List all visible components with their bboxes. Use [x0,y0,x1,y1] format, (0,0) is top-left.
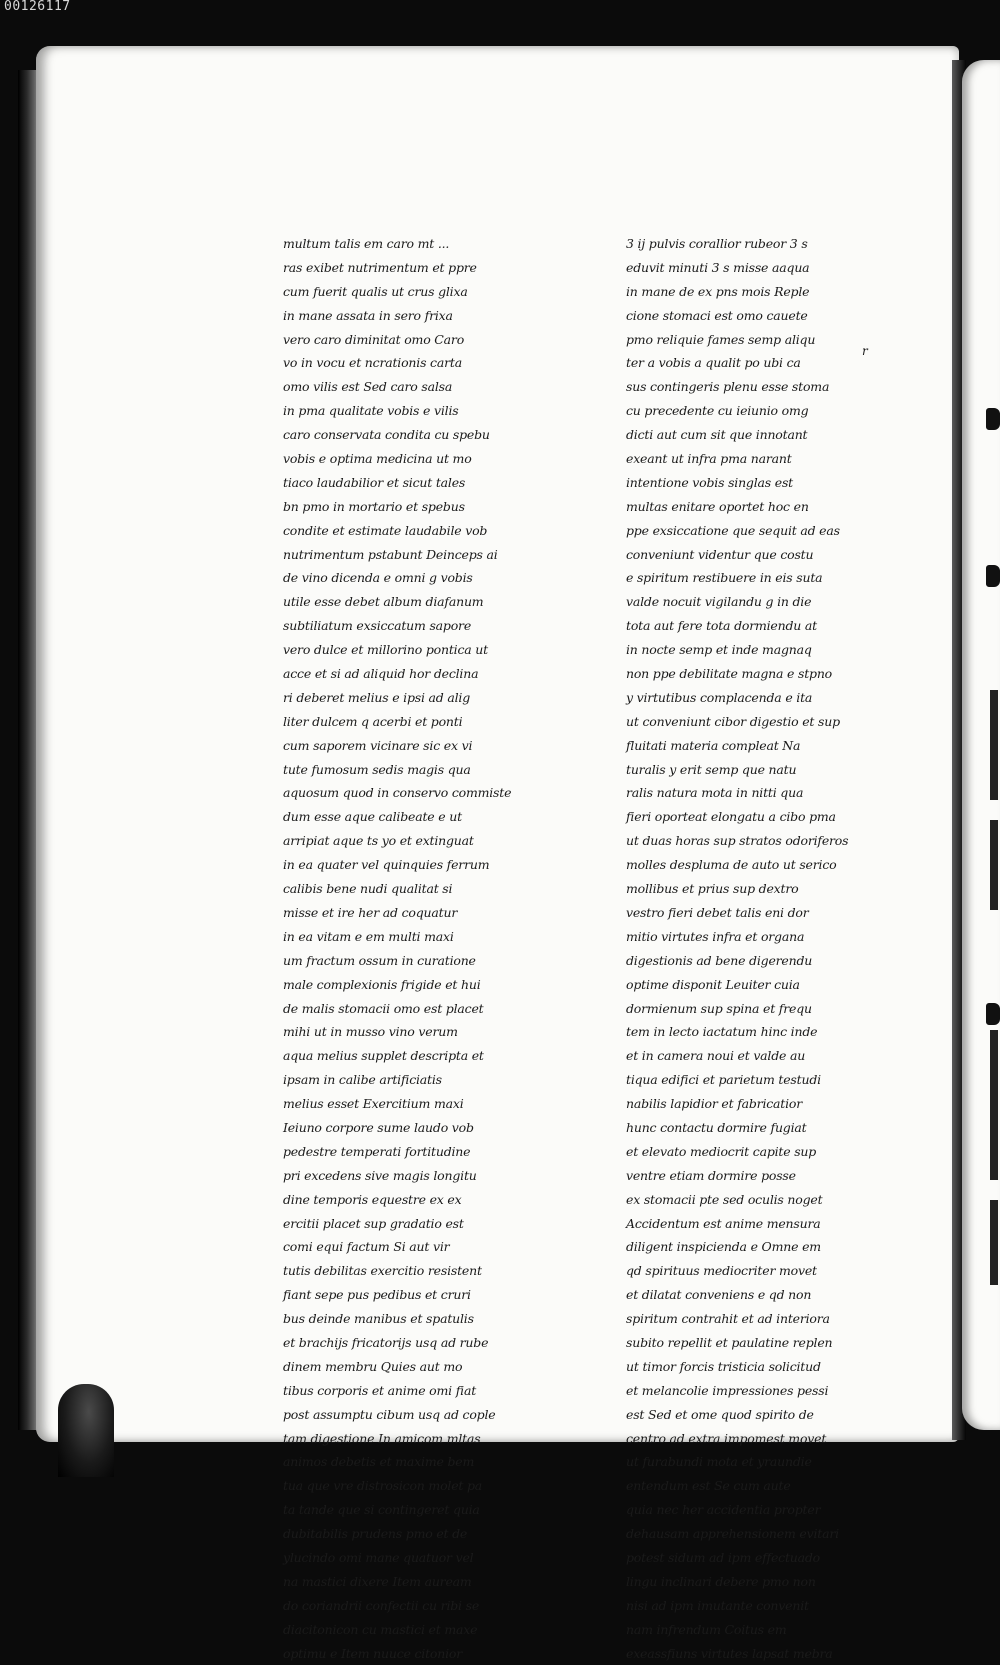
manuscript-line: intentione vobis singlas est [626,474,794,490]
manuscript-line: in ea quater vel quinquies ferrum [283,857,490,873]
manuscript-line: et melancolie impressiones pessi [626,1382,829,1398]
rubric-mark [986,1003,1000,1025]
manuscript-line: tam digestione In amicom mltas [283,1430,481,1446]
manuscript-line: lingu inclinari debere pmo non [626,1573,816,1589]
manuscript-line: dine temporis equestre ex ex [283,1191,462,1207]
next-page-text-fragment [990,1030,998,1180]
manuscript-line: centro ad extra impomest movet [626,1430,827,1446]
manuscript-line: comi equi factum Si aut vir [283,1239,450,1255]
manuscript-line: hunc contactu dormire fugiat [626,1119,807,1135]
manuscript-line: tibus corporis et anime omi fiat [283,1382,477,1398]
next-page-text-fragment [990,1200,998,1285]
manuscript-line: fluitati materia compleat Na [626,737,801,753]
manuscript-line: tute fumosum sedis magis qua [283,761,471,777]
manuscript-line: in pma qualitate vobis e vilis [283,403,459,419]
manuscript-line: et brachijs fricatorijs usq ad rube [283,1334,489,1350]
manuscript-line: cione stomaci est omo cauete [626,307,808,323]
manuscript-line: est Sed et ome quod spirito de [626,1406,814,1422]
manuscript-line: tua que vre distrosicon molet pa [283,1478,483,1494]
manuscript-line: ylucindo omi mane quatuor vel [283,1549,474,1565]
manuscript-line: nisi ad ipm imutante convenit [626,1597,809,1613]
manuscript-line: animos debetis et maxime bem [283,1454,475,1470]
manuscript-line: na mastici dixere Item auream [283,1573,472,1589]
manuscript-line: ut conveniunt cibor digestio et sup [626,713,840,729]
manuscript-line: utile esse debet album diafanum [283,594,484,610]
manuscript-line: ri deberet melius e ipsi ad alig [283,689,471,705]
manuscript-line: entendum est Se cum aute [626,1478,791,1494]
manuscript-line: bus deinde manibus et spatulis [283,1311,474,1327]
manuscript-line: dicti aut cum sit que innotant [626,427,808,443]
manuscript-line: conveniunt videntur que costu [626,546,814,562]
manuscript-line: qd spirituus mediocriter movet [626,1263,817,1279]
text-column-right [626,232,881,1661]
manuscript-line: ventre etiam dormire posse [626,1167,796,1183]
manuscript-line: vestro fieri debet talis eni dor [626,904,809,920]
manuscript-line: multas enitare oportet hoc en [626,498,809,514]
manuscript-line: in mane assata in sero frixa [283,307,453,323]
manuscript-line: melius esset Exercitium maxi [283,1096,464,1112]
manuscript-line: sus contingeris plenu esse stoma [626,379,830,395]
manuscript-line: in mane de ex pns mois Reple [626,283,810,299]
manuscript-line: in nocte semp et inde magnaq [626,642,812,658]
manuscript-line: nutrimentum pstabunt Deinceps ai [283,546,498,562]
manuscript-line: subtiliatum exsiccatum sapore [283,618,472,634]
manuscript-line: Accidentum est anime mensura [626,1215,821,1231]
manuscript-line: omo vilis est Sed caro salsa [283,379,453,395]
manuscript-line: tiaco laudabilior et sicut tales [283,474,466,490]
manuscript-line: ut timor forcis tristicia solicitud [626,1358,821,1374]
manuscript-line: in ea vitam e em multi maxi [283,928,454,944]
manuscript-line: et dilatat conveniens e qd non [626,1287,812,1303]
manuscript-line: do coriandrii confectii cu ribi se [283,1597,480,1613]
manuscript-line: dormienum sup spina et frequ [626,1000,812,1016]
manuscript-line: caro conservata condita cu spebu [283,427,490,443]
manuscript-line: tem in lecto iactatum hinc inde [626,1024,818,1040]
manuscript-line: exeassfiuns virtutes lapsat mebra [626,1645,833,1661]
manuscript-line: diacitonicon cu mastici et maxe [283,1621,478,1637]
manuscript-line: multum talis em caro mt ... [283,236,450,251]
manuscript-line: post assumptu cibum usq ad cople [283,1406,496,1422]
manuscript-line: e spiritum restibuere in eis suta [626,570,823,586]
manuscript-line: misse et ire her ad coquatur [283,904,458,920]
manuscript-line: ter a vobis a qualit po ubi ca [626,355,801,371]
text-column-left [283,232,538,1661]
manuscript-line: y virtutibus complacenda e ita [626,689,813,705]
manuscript-line: dinem membru Quies aut mo [283,1358,463,1374]
manuscript-line: tota aut fere tota dormiendu at [626,618,817,634]
manuscript-line: vero dulce et millorino pontica ut [283,642,488,658]
manuscript-line: ipsam in calibe artificiatis [283,1072,442,1088]
manuscript-line: bn pmo in mortario et spebus [283,498,465,514]
manuscript-line: liter dulcem q acerbi et ponti [283,713,463,729]
manuscript-line: nam infrendum Coitus em [626,1621,787,1637]
manuscript-line: et elevato mediocrit capite sup [626,1143,817,1159]
manuscript-line: male complexionis frigide et hui [283,976,481,992]
manuscript-line: exeant ut infra pma narant [626,451,792,467]
manuscript-line: 3 ij pulvis corallior rubeor 3 s [626,236,808,251]
scan-id-label: 00126117 [4,0,71,14]
manuscript-line: pmo reliquie fames semp aliqu [626,331,816,347]
manuscript-line: nabilis lapidior et fabricatior [626,1096,803,1112]
manuscript-line: condite et estimate laudabile vob [283,522,488,538]
next-page-text-fragment [990,690,998,800]
manuscript-line: tutis debilitas exercitio resistent [283,1263,482,1279]
manuscript-line: diligent inspicienda e Omne em [626,1239,821,1255]
thumb-silhouette [58,1384,114,1477]
manuscript-line: dubitabilis prudens pmo et de [283,1526,468,1542]
manuscript-line: tiqua edifici et parietum testudi [626,1072,821,1088]
manuscript-line: non ppe debilitate magna e stpno [626,666,833,682]
manuscript-line: ta tande que si contingeret quia [283,1502,480,1518]
manuscript-line: mitio virtutes infra et organa [626,928,805,944]
manuscript-line: fieri oporteat elongatu a cibo pma [626,809,836,825]
manuscript-line: eduvit minuti 3 s misse aaqua [626,259,810,275]
manuscript-line: ralis natura mota in nitti qua [626,785,804,801]
manuscript-line: pedestre temperati fortitudine [283,1143,471,1159]
manuscript-line: arripiat aque ts yo et extinguat [283,833,474,849]
next-page-text-fragment [990,820,998,910]
manuscript-line: cum fuerit qualis ut crus glixa [283,283,468,299]
manuscript-line: cum saporem vicinare sic ex vi [283,737,473,753]
manuscript-line: subito repellit et paulatine replen [626,1334,833,1350]
manuscript-line: optimu e Item nuuce citonior [283,1645,463,1661]
manuscript-line: de vino dicenda e omni g vobis [283,570,473,586]
manuscript-line: valde nocuit vigilandu g in die [626,594,812,610]
manuscript-line: dehausam apprehensionem evitari [626,1526,839,1542]
manuscript-line: aquosum quod in conservo commiste [283,785,512,801]
manuscript-line: ercitii placet sup gradatio est [283,1215,464,1231]
manuscript-line: vo in vocu et ncrationis carta [283,355,462,371]
manuscript-line: vobis e optima medicina ut mo [283,451,472,467]
manuscript-line: ut duas horas sup stratos odoriferos [626,833,849,849]
manuscript-line: potest sidum ad ipm effectuado [626,1549,821,1565]
manuscript-line: ras exibet nutrimentum et ppre [283,259,477,275]
manuscript-line: et in camera noui et valde au [626,1048,806,1064]
rubric-mark [986,408,1000,430]
manuscript-line: aqua melius supplet descripta et [283,1048,484,1064]
manuscript-line: de malis stomacii omo est placet [283,1000,484,1016]
manuscript-line: turalis y erit semp que natu [626,761,797,777]
manuscript-line: vero caro diminitat omo Caro [283,331,465,347]
manuscript-line: mollibus et prius sup dextro [626,881,799,897]
manuscript-line: quia nec her accidentia propter [626,1502,821,1518]
manuscript-line: calibis bene nudi qualitat si [283,881,453,897]
manuscript-line: digestionis ad bene digerendu [626,952,813,968]
manuscript-line: um fractum ossum in curatione [283,952,476,968]
manuscript-line: mihi ut in musso vino verum [283,1024,458,1040]
manuscript-line: acce et si ad aliquid hor declina [283,666,479,682]
rubric-mark [986,565,1000,587]
manuscript-line: dum esse aque calibeate e ut [283,809,462,825]
manuscript-line: ut furabundi mota et yraundie [626,1454,812,1470]
manuscript-line: molles despluma de auto ut serico [626,857,837,873]
manuscript-line: spiritum contrahit et ad interiora [626,1311,830,1327]
manuscript-line: Ieiuno corpore sume laudo vob [283,1119,474,1135]
manuscript-line: ppe exsiccatione que sequit ad eas [626,522,840,538]
manuscript-line: cu precedente cu ieiunio omg [626,403,809,419]
manuscript-line: pri excedens sive magis longitu [283,1167,477,1183]
margin-note: r [862,344,868,358]
manuscript-line: fiant sepe pus pedibus et cruri [283,1287,471,1303]
manuscript-line: ex stomacii pte sed oculis noget [626,1191,823,1207]
manuscript-line: optime disponit Leuiter cuia [626,976,800,992]
